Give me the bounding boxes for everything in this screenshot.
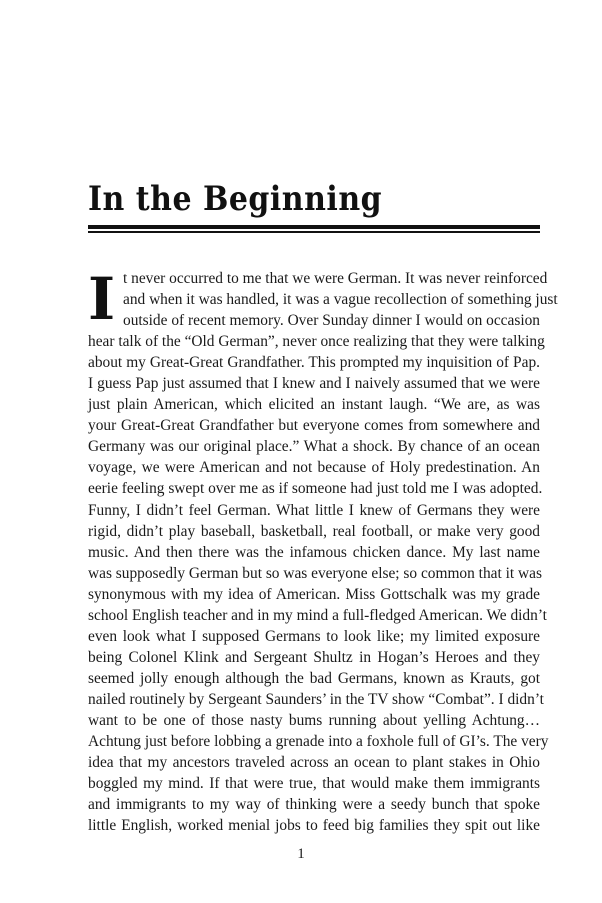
body-line: being Colonel Klink and Sergeant Shultz in Hogan’s Heroes and they (88, 648, 540, 666)
body-line: synonymous with my idea of American. Miss Gottschalk was my grade (88, 585, 540, 603)
body-line: Achtung just before lobbing a grenade into a foxhole full of GI’s. The very (88, 733, 549, 751)
body-line: want to be one of those nasty bums running about yelling Achtung… (88, 711, 540, 729)
drop-cap: I (88, 265, 116, 333)
body-line: and when it was handled, it was a vague recollection of something just (123, 291, 558, 309)
body-line: nailed routinely by Sergeant Saunders’ in the TV show “Combat”. I didn’t (88, 690, 544, 708)
body-line: outside of recent memory. Over Sunday dinner I would on occasion (123, 312, 540, 330)
title-rule-thick (88, 225, 540, 229)
body-line: Funny, I didn’t feel German. What little I knew of Germans they were (88, 501, 540, 519)
body-line: even look what I supposed Germans to look like; my limited exposure (88, 627, 540, 645)
body-line: voyage, we were American and not because of Holy predestination. An (88, 459, 540, 477)
title-rule-thin (88, 231, 540, 233)
body-line: and immigrants to my way of thinking were a seedy bunch that spoke (88, 796, 540, 814)
body-line: boggled my mind. If that were true, that would make them immigrants (88, 775, 540, 793)
chapter-title: In the Beginning (88, 180, 383, 220)
body-line: I guess Pap just assumed that I knew and I naively assumed that we were (88, 375, 540, 393)
body-line: just plain American, which elicited an instant laugh. “We are, as was (88, 396, 540, 414)
body-line: about my Great-Great Grandfather. This prompted my inquisition of Pap. (88, 354, 540, 372)
page-number: 1 (297, 846, 305, 862)
body-line: was supposedly German but so was everyone else; so common that it was (88, 564, 542, 582)
body-line: your Great-Great Grandfather but everyone comes from somewhere and (88, 417, 540, 435)
body-line: hear talk of the “Old German”, never once realizing that they were talking (88, 333, 545, 351)
body-line: school English teacher and in my mind a full-fledged American. We didn’t (88, 606, 547, 624)
chapter-body (88, 265, 558, 836)
body-line: idea that my ancestors traveled across an ocean to plant stakes in Ohio (88, 754, 540, 772)
body-line: music. And then there was the infamous chicken dance. My last name (88, 543, 540, 561)
body-line: t never occurred to me that we were German. It was never reinforced (123, 270, 548, 287)
body-line: little English, worked menial jobs to feed big families they spit out like (88, 817, 540, 835)
body-line: Germany was our original place.” What a shock. By chance of an ocean (88, 438, 540, 456)
body-line: seemed jolly enough although the bad Germans, known as Krauts, got (88, 669, 540, 687)
body-line: rigid, didn’t play baseball, basketball, real football, or make very good (88, 522, 540, 540)
body-line: eerie feeling swept over me as if someone had just told me I was adopted. (88, 480, 543, 498)
